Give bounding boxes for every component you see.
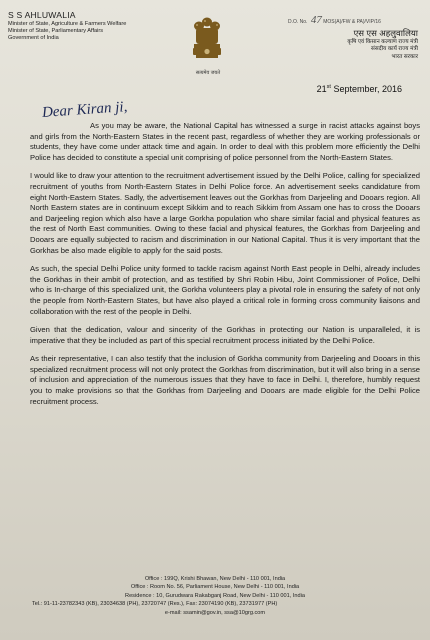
letter-body: [30, 121, 420, 415]
hindi-sender-name: एस एस अहलुवालिया: [353, 28, 418, 38]
paragraph-1: [30, 121, 420, 163]
letter-date: [317, 84, 402, 94]
hindi-title-parliamentary: संसदीय कार्य राज्य मंत्री: [371, 46, 418, 53]
footer-email: e-mail: ssamin@gov.in, ssa@10grg.com: [164, 609, 266, 616]
letterhead-footer: [0, 575, 430, 617]
paragraph-1-text: As you may be aware, the National Capital has witnessed a surge in racist attacks against boys and girls from the North-Eastern States in the recent past, regardless of whether they are working professionals or students, they have come under attack time and again. In order to deal with this problem more efficiently the Delhi Police has decided to constitute a special unit comprising of police personnel from the North-Eastern States.: [30, 121, 420, 162]
do-number-label: D.O. No.: [288, 19, 308, 25]
footer-office-2: Office : Room No. 56, Parliament House, New Delhi - 110 001, India: [130, 584, 300, 591]
emblem-motto: सत्यमेव जयते: [195, 70, 221, 76]
sender-title-parliamentary: Minister of State, Parliamentary Affairs: [8, 28, 104, 35]
date-month-year: September, 2016: [330, 84, 402, 94]
sender-title-agriculture: Minister of State, Agriculture & Farmers Welfare: [8, 21, 127, 27]
paragraph-2: I would like to draw your attention to the recruitment advertisement issued by the Delhi Police, calling for specialized recruitment of youths from North-Eastern States in Delhi Police force. An advertisement seeks candidature from eight North-Eastern States. Sadly, the advertisement leaves out the Gorkhas from Darjeeling and Dooars region. All North Eastern states are in continuum except Sikkim and to reach Sikkim from Assam one has to cross the Dooars and Darjeeling region which also have a large Gorkha population who share similar facial and physical features as the rest of North East communities. Owing to these facial and physical features, the Gorkhas from Darjeeling and Dooars are equally subjected to racism and discrimination in our National Capital. Thus it is very important that the Gorkhas be also made eligible to apply for the said posts.: [30, 171, 420, 255]
date-day: 21: [316, 84, 327, 94]
do-number-ref: MOS(A)/FW & PA)/VIP/16: [323, 19, 381, 25]
sender-government: Government of India: [8, 35, 59, 42]
national-emblem-icon: [188, 14, 226, 72]
handwritten-salutation: Dear Kiran ji,: [41, 99, 128, 121]
sender-name: S S AHLUWALIA: [8, 10, 76, 20]
paragraph-3: As such, the special Delhi Police unity formed to tackle racism against North East people in Delhi, already includes the Gorkhas in their ambit of protection, and as testified by Shri Robin Hibu, Joint Commissioner of Police, Delhi who is In-charge of this specialized unit, the Gorkha volunteers play a pivotal role in ensuring the safety of not only the people from North-Eastern States, but have also played a critical role in forming cross community liaisons and collaboration with the rest of the people in Delhi.: [30, 264, 420, 316]
date-suffix: st: [326, 84, 331, 90]
footer-residence: Residence : 10, Gurudwara Rakabganj Road, New Delhi - 110 001, India: [125, 592, 305, 599]
do-number-line: [288, 14, 426, 26]
hindi-government: भारत सरकार: [391, 53, 418, 60]
do-number-value: 47: [310, 14, 322, 26]
footer-telephone: Tel.: 91-11-23782343 (KB), 23034638 (PH), 23720747 (Res.), Fax: 23074190 (KB), 23731977 (PH): [32, 601, 278, 608]
hindi-title-agriculture: कृषि एवं किसान कल्याण राज्य मंत्री: [347, 39, 418, 45]
footer-office-1: Office : 199Q, Krishi Bhawan, New Delhi - 110 001, India: [144, 576, 286, 582]
hindi-sender-block: [288, 28, 418, 61]
paragraph-5: As their representative, I can also testify that the inclusion of Gorkha community from Darjeeling and Dooars in this specialized recruitment process will not only protect the Gorkhas from discrimination, but it will also bring in a sense of inclusion and appreciation of the numerous issues that they have to face in Delhi. I, therefore, humbly request you to make provisions so that the Gorkhas from Darjeeling and Dooars are made eligible for the Delhi Police recruitment process.: [30, 354, 420, 406]
paragraph-4: Given that the dedication, valour and sincerity of the Gorkhas in protecting our Nation is unparalleled, it is imperative that they be included as part of this special recruitment process initiated by the Delhi Police.: [30, 325, 420, 345]
sender-block: [8, 10, 208, 43]
